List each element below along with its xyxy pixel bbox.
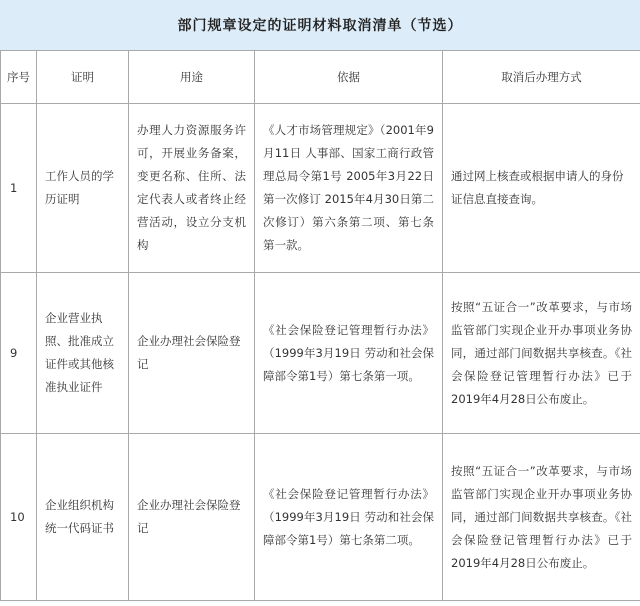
table-row [1,434,640,601]
row-basis: 《人才市场管理规定》（2001年9月11日 人事部、国家工商行政管理总局令第1号 2005年3月22日第一次修订 2015年4月30日第二次修订）第六条第二项、第七条第一款。 [255,104,443,273]
table-row [1,273,640,434]
row-basis: 《社会保险登记管理暂行办法》（1999年3月19日 劳动和社会保障部令第1号）第七条第二项。 [255,434,443,601]
row-proof: 企业营业执照、批准成立证件或其他核准执业证件 [37,273,129,434]
header-use: 用途 [129,51,255,104]
row-use: 办理人力资源服务许可，开展业务备案，变更名称、住所、法定代表人或者终止经营活动，设立分支机构 [129,104,255,273]
row-method: 按照“五证合一”改革要求，与市场监管部门实现企业开办事项业务协同，通过部门间数据共享核查。《社会保险登记管理暂行办法》已于2019年4月28日公布废止。 [443,434,640,601]
table-header-row [1,51,640,104]
row-method: 通过网上核查或根据申请人的身份证信息直接查询。 [443,104,640,273]
row-number: 10 [1,434,37,601]
row-method: 按照“五证合一”改革要求，与市场监管部门实现企业开办事项业务协同，通过部门间数据共享核查。《社会保险登记管理暂行办法》已于2019年4月28日公布废止。 [443,273,640,434]
row-use: 企业办理社会保险登记 [129,273,255,434]
row-number: 9 [1,273,37,434]
table-row [1,104,640,273]
header-method: 取消后办理方式 [443,51,640,104]
cancellation-list-table [0,50,640,601]
row-use: 企业办理社会保险登记 [129,434,255,601]
header-basis: 依据 [255,51,443,104]
row-basis: 《社会保险登记管理暂行办法》（1999年3月19日 劳动和社会保障部令第1号）第七条第一项。 [255,273,443,434]
row-number: 1 [1,104,37,273]
header-number: 序号 [1,51,37,104]
table-title: 部门规章设定的证明材料取消清单（节选） [0,0,640,51]
row-proof: 企业组织机构统一代码证书 [37,434,129,601]
header-proof: 证明 [37,51,129,104]
row-proof: 工作人员的学历证明 [37,104,129,273]
